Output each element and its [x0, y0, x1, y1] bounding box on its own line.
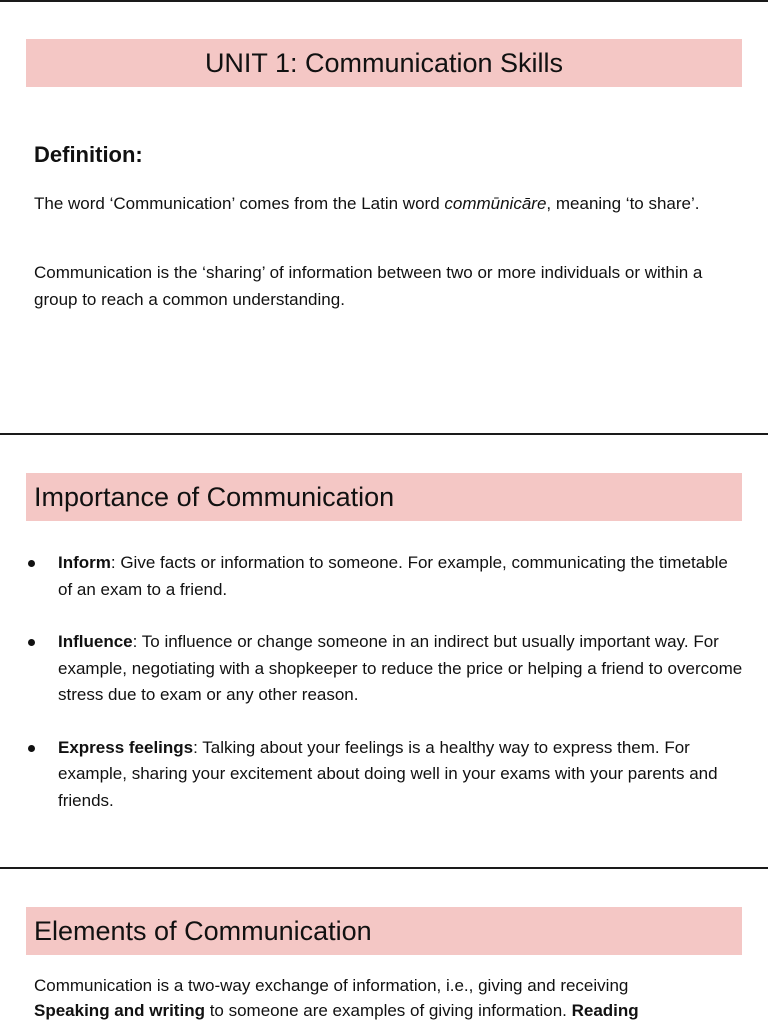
elements-line-2: to someone are examples of giving information.	[204, 1001, 572, 1020]
page-top-border	[0, 0, 768, 2]
list-item-term: Express feelings	[58, 737, 194, 757]
unit-title: UNIT 1: Communication Skills	[204, 47, 564, 78]
section-divider-2	[0, 867, 768, 869]
importance-banner	[26, 473, 742, 521]
section-divider-1	[0, 433, 768, 435]
elements-paragraph	[34, 973, 739, 1023]
definition-heading: Definition:	[34, 142, 143, 167]
elements-bold-2: Reading	[571, 1001, 639, 1020]
list-item-text: : Give facts or information to someone. For example, communicating the timetable of an exam to a friend.	[58, 553, 728, 599]
bullet-dot-icon	[28, 639, 35, 646]
unit-title-banner	[26, 39, 742, 87]
list-item-inform	[0, 550, 768, 603]
list-item-term: Inform	[58, 553, 111, 572]
definition-p1-start: The word ‘Communication’ comes from the Latin word	[34, 194, 445, 213]
list-item-text: : Talking about your feelings is a healthy way to express them. For example, sharing your excitement about doing well in your exams with your parents and friends.	[58, 737, 718, 810]
importance-list	[0, 550, 768, 840]
elements-line-1: Communication is a two-way exchange of information, i.e., giving and receiving	[34, 976, 629, 995]
elements-banner	[26, 907, 742, 955]
list-item-influence	[0, 629, 768, 709]
latin-word: commūnicāre	[444, 194, 547, 213]
bullet-dot-icon	[28, 745, 35, 752]
importance-title: Importance of Communication	[34, 481, 395, 512]
definition-p1-end: , meaning ‘to share’.	[546, 194, 700, 213]
elements-title: Elements of Communication	[34, 915, 372, 946]
bullet-dot-icon	[28, 560, 35, 567]
definition-paragraph-1	[34, 190, 739, 217]
definition-paragraph-2: Communication is the ‘sharing’ of information between two or more individuals or within a group to reach a common understanding.	[34, 263, 703, 309]
list-item-term: Influence	[58, 632, 133, 651]
list-item-text: : To influence or change someone in an indirect but usually important way. For example, negotiating with a shopkeeper to reduce the price or helping a friend to overcome stress due to exam or any other reason.	[58, 632, 743, 704]
elements-bold-1: Speaking and writing	[34, 1001, 205, 1020]
list-item-express-feelings	[0, 735, 768, 815]
